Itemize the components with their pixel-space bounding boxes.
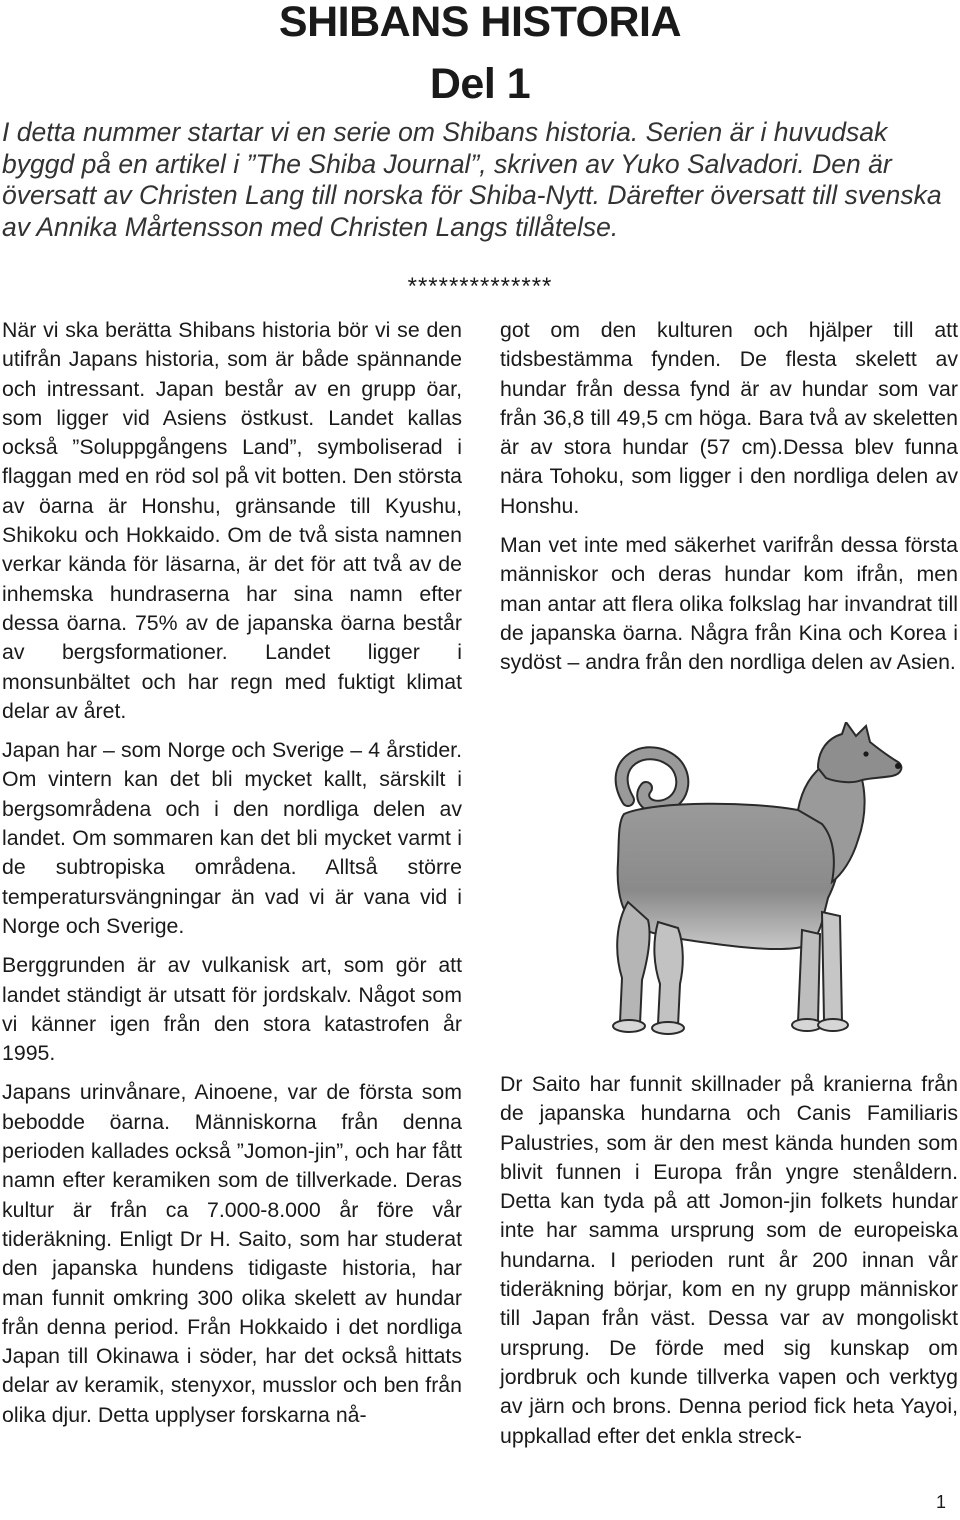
title-line-1: SHIBANS HISTORIA (278, 0, 682, 46)
paragraph: När vi ska berätta Shibans historia bör vi se den utifrån Japans historia, som är både spännande och intressant. Japan består av en grupp öar, som ligger vid Asiens östkust. Landet kallas också ”Soluppgångens Land”, symboliserad i flaggan med en röd sol på vit botten. Den största av öarna är Honshu, gränsande till Kyushu, Shikoku och Hokkaido. Om de två sista namnen verkar kända för läsarna, är det för att två av de inhemska hundraserna har sina namn efter dessa öarna. 75% av de japanska öarna består av bergsformationer. Landet ligger i monsunbältet och har regn med fuktigt klimat delar av året. (2, 318, 462, 723)
shiba-dog-illustration-icon (536, 722, 928, 1052)
page-number: 1 (935, 1492, 946, 1512)
right-column-bottom (500, 1070, 958, 1451)
paragraph: Japan har – som Norge och Sverige – 4 årstider. Om vintern kan det bli mycket kallt, särskilt i bergsområdena och i den nordliga delen av landet. Om sommaren kan det bli mycket varmt i de subtropiska områdena. Alltså större temperatursvängningar än vad vi är vana vid i Norge och Sverige. (2, 738, 462, 938)
paragraph: Japans urinvånare, Ainoene, var de första som bebodde öarna. Människorna från denna perioden kallades också ”Jomon-jin”, och har fått namn efter keramiken som de tillverkade. Deras kultur är från ca 7.000-8.000 år före vår tideräkning. Enligt Dr H. Saito, som har studerat den japanska hundens tidigaste historia, har man funnit omkring 300 olika skelett av hundar från denna period. Från Hokkaido i det nordliga Japan till Okinawa i söder, har det också hittats delar av keramik, stenyxor, musslor och ben från olika djur. Detta upplyser forskarna nå- (2, 1080, 462, 1427)
paragraph: Dr Saito har funnit skillnader på kranierna från de japanska hundarna och Canis Familiaris Palustries, som är den mest kända hunden som blivit funnen i Europa från yngre stenåldern. Detta kan tyda på att Jomon-jin folkets hundar inte har samma ursprung som de europeiska hundarna. I perioden runt år 200 innan vår tideräkning börjar, kom en ny grupp människor till Japan från väst. Dessa var av mongoliskt ursprung. De förde med sig kunskap om jordbruk och kunde tillverka vapen och verktyg av järn och brons. Denna period fick heta Yayoi, uppkallad efter det enkla streck- (500, 1072, 958, 1448)
paragraph: Berggrunden är av vulkanisk art, som gör att landet ständigt är utsatt för jordskalv. Något som vi känner igen från den stora katastrofen år 1995. (2, 953, 462, 1066)
right-column-top (500, 316, 958, 678)
paragraph: Man vet inte med säkerhet varifrån dessa första människor och deras hundar kom ifrån, men man antar att flera olika folkslag har invandrat till de japanska öarna. Några från Kina och Korea i sydöst – andra från den nordliga delen av Asien. (500, 533, 958, 675)
title-line-2: Del 1 (429, 60, 531, 108)
paragraph: got om den kulturen och hjälper till att tidsbestämma fynden. De flesta skelett av hundar från dessa fynd är av hundar som var från 36,8 till 49,5 cm höga. Bara två av skeletten är av stora hundar (57 cm).Dessa blev funna nära Tohoku, som ligger i den nordliga delen av Honshu. (500, 318, 958, 518)
separator: ************** (407, 273, 553, 300)
left-column (2, 316, 462, 1430)
intro-text: I detta nummer startar vi en serie om Shibans historia. Serien är i huvudsak byggd på en artikel i ”The Shiba Journal”, skriven av Yuko Salvadori. Den är översatt av Christen Lang till norska för Shiba-Nytt. Därefter översatt till svenska av Annika Mårtensson med Christen Langs tillåtelse. (2, 117, 942, 243)
